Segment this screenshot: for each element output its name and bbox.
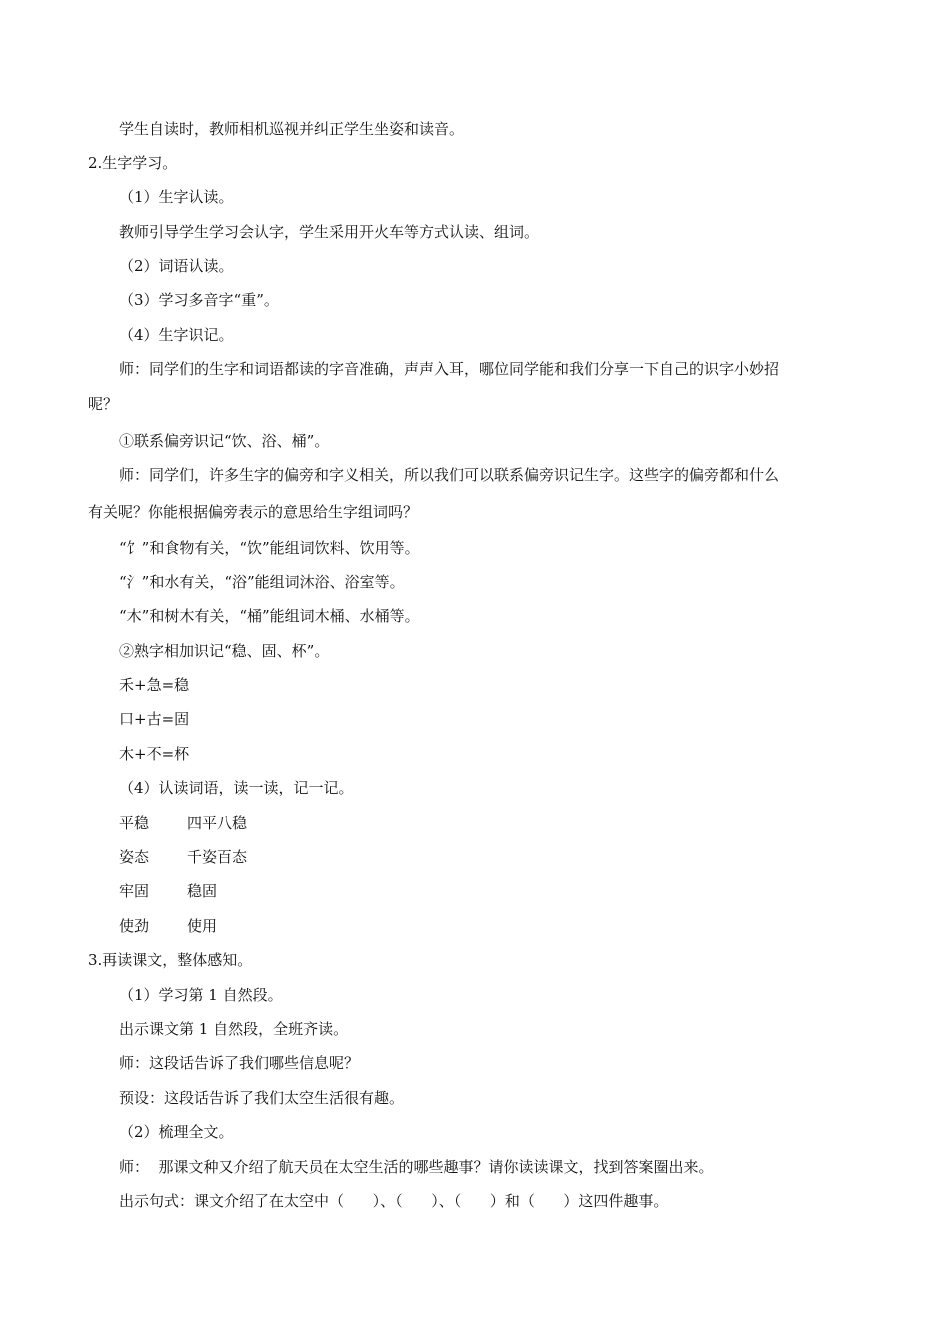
word-pair — [119, 916, 217, 936]
word: 牢固 — [119, 882, 150, 900]
subheading: （3）学习多音字“重”。 — [119, 291, 279, 309]
paragraph: 教师引导学生学习会认字，学生采用开火车等方式认读、组词。 — [119, 223, 540, 241]
paragraph: ①联系偏旁识记“饮、浴、桶”。 — [119, 432, 330, 450]
paragraph-continuation: 呢？ — [88, 395, 119, 413]
formula: 木+不=杯 — [119, 745, 190, 763]
phrase: 稳固 — [187, 882, 218, 900]
paragraph: 师： 那课文种又介绍了航天员在太空生活的哪些趣事？请你读读课文，找到答案圈出来。 — [119, 1158, 714, 1176]
phrase: 使用 — [187, 917, 218, 935]
formula: 口+古=固 — [119, 710, 190, 728]
paragraph: “木”和树木有关，“桶”能组词木桶、水桶等。 — [119, 607, 420, 625]
paragraph: 师：同学们，许多生字的偏旁和字义相关，所以我们可以联系偏旁识记生字。这些字的偏旁都和什么 — [119, 466, 780, 484]
paragraph: “饣”和食物有关，“饮”能组词饮料、饮用等。 — [119, 539, 420, 557]
paragraph: 学生自读时，教师相机巡视并纠正学生坐姿和读音。 — [119, 120, 465, 138]
paragraph: 预设：这段话告诉了我们太空生活很有趣。 — [119, 1089, 405, 1107]
subheading: （2）梳理全文。 — [119, 1123, 234, 1141]
phrase: 四平八稳 — [187, 814, 248, 832]
word: 平稳 — [119, 814, 150, 832]
subheading: （4）生字识记。 — [119, 326, 234, 344]
word-pair — [119, 813, 247, 833]
section-heading: 3.再读课文，整体感知。 — [88, 951, 253, 969]
paragraph: ②熟字相加识记“稳、固、杯”。 — [119, 642, 330, 660]
subheading: （2）词语认读。 — [119, 257, 234, 275]
subheading: （1）学习第 1 自然段。 — [119, 986, 283, 1004]
paragraph: 出示课文第 1 自然段，全班齐读。 — [119, 1020, 349, 1038]
paragraph: 师：同学们的生字和词语都读的字音准确，声声入耳，哪位同学能和我们分享一下自己的识字小妙招 — [119, 360, 780, 378]
word: 姿态 — [119, 848, 150, 866]
formula: 禾+急=稳 — [119, 676, 190, 694]
sentence-pattern: 出示句式：课文介绍了在太空中（ ）、（ ）、（ ）和（ ）这四件趣事。 — [119, 1192, 669, 1210]
paragraph: 师：这段话告诉了我们哪些信息呢？ — [119, 1054, 360, 1072]
phrase: 千姿百态 — [187, 848, 248, 866]
word-pair — [119, 847, 247, 867]
word: 使劲 — [119, 917, 150, 935]
paragraph: “氵”和水有关，“浴”能组词沐浴、浴室等。 — [119, 573, 405, 591]
subheading: （1）生字认读。 — [119, 188, 234, 206]
section-heading: 2.生字学习。 — [88, 154, 178, 172]
word-pair — [119, 881, 217, 901]
subheading: （4）认读词语，读一读，记一记。 — [119, 779, 354, 797]
paragraph-continuation: 有关呢？你能根据偏旁表示的意思给生字组词吗？ — [88, 503, 419, 521]
